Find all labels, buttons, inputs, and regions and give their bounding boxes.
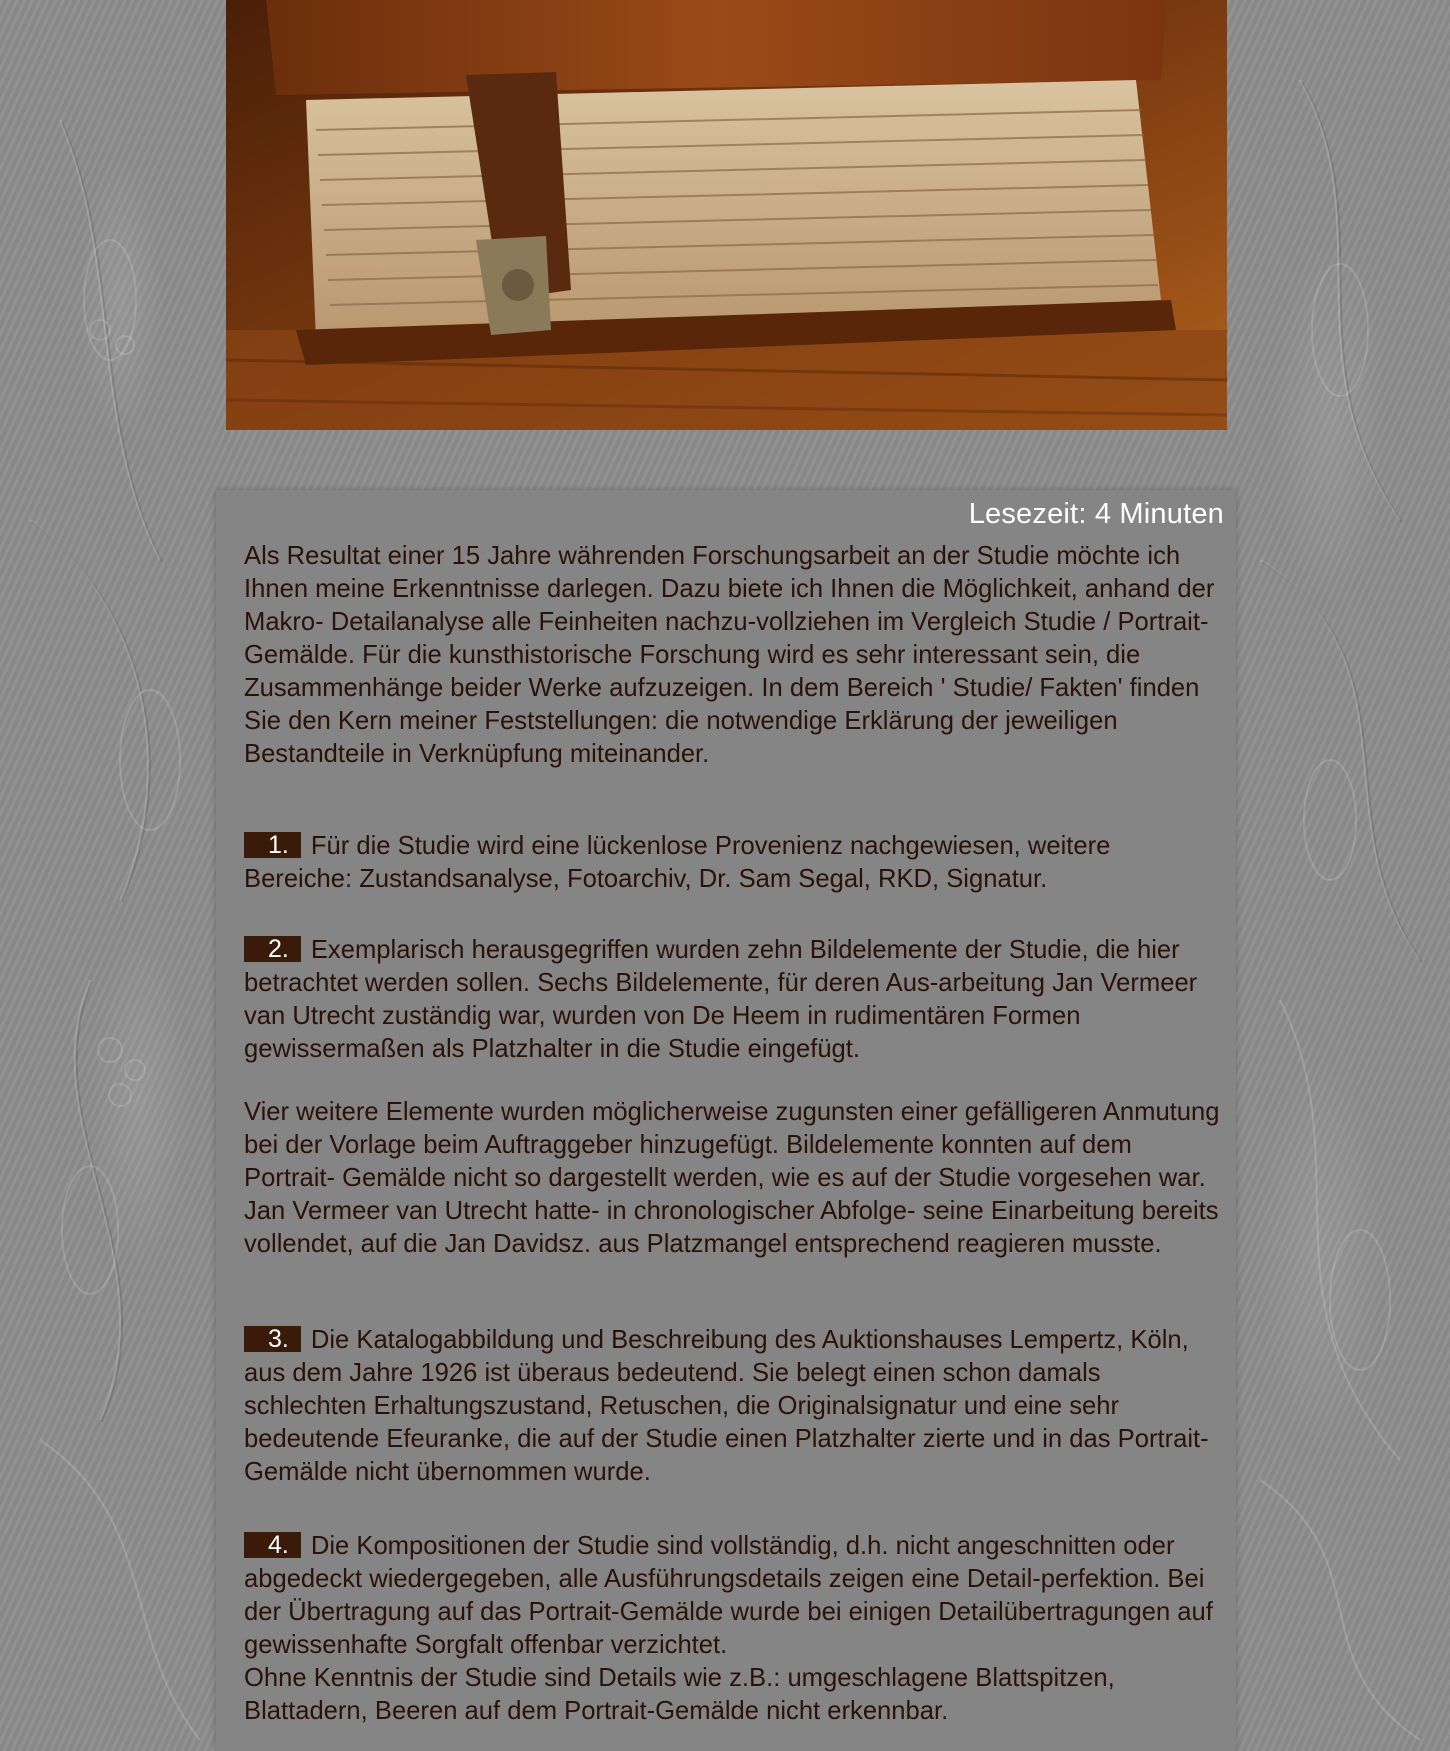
point-2-continuation: Vier weitere Elemente wurden möglicherweise zugunsten einer gefälligeren Anmutung bei der Vorlage beim Auftraggeber hinzugefügt. Bildelemente konnten auf dem Portrait- Gemälde nicht so dargestellt werden, wie es auf der Studie vorgesehen war. Jan Vermeer van Utrecht hatte- in chronologischer Abfolge- seine Einarbeitung bereits vollendet, auf die Jan Davidsz. aus Platzmangel entsprechend reagieren musste. <box>244 1098 1220 1258</box>
article-panel <box>216 490 1236 1751</box>
point-number-badge: 1. <box>244 832 301 858</box>
header-book-photo <box>226 0 1227 430</box>
point-2 <box>244 934 1224 1066</box>
point-3-text: Die Katalogabbildung und Beschreibung des Auktionshauses Lempertz, Köln, aus dem Jahre 1926 ist überaus bedeutend. Sie belegt einen schon damals schlechten Erhaltungszustand, Retuschen, die Originalsignatur und eine sehr bedeutende Efeuranke, die auf der Studie einen Platzhalter zierte und in das Portrait-Gemälde nicht übernommen wurde. <box>244 1326 1209 1486</box>
intro-paragraph: Als Resultat einer 15 Jahre währenden Forschungsarbeit an der Studie möchte ich Ihnen meine Erkenntnisse darlegen. Dazu biete ich Ihnen die Möglichkeit, anhand der Makro- Detailanalyse alle Feinheiten nachzu-vollziehen im Vergleich Studie / Portrait-Gemälde. Für die kunsthistorische Forschung wird es sehr interessant sein, die Zusammenhänge beider Werke aufzuzeigen. In dem Bereich ' Studie/ Fakten' finden Sie den Kern meiner Feststellungen: die notwendige Erklärung der jeweiligen Bestandteile in Verknüpfung miteinander. <box>244 542 1215 768</box>
point-2-text: Exemplarisch herausgegriffen wurden zehn Bildelemente der Studie, die hier betrachtet werden sollen. Sechs Bildelemente, für deren Aus-arbeitung Jan Vermeer van Utrecht zuständig war, wurden von De Heem in rudimentären Formen gewissermaßen als Platzhalter in die Studie eingefügt. <box>244 936 1198 1063</box>
point-number-badge: 2. <box>244 936 301 962</box>
point-number-badge: 4. <box>244 1532 301 1558</box>
point-1-text: Für die Studie wird eine lückenlose Provenienz nachgewiesen, weitere Bereiche: Zustandsanalyse, Fotoarchiv, Dr. Sam Segal, RKD, Signatur. <box>244 832 1111 893</box>
reading-time: Lesezeit: 4 Minuten <box>968 498 1224 530</box>
point-1 <box>244 830 1224 896</box>
point-3 <box>244 1324 1224 1489</box>
point-4 <box>244 1530 1224 1662</box>
point-4-text: Die Kompositionen der Studie sind vollständig, d.h. nicht angeschnitten oder abgedeckt wiedergegeben, alle Ausführungsdetails zeigen eine Detail-perfektion. Bei der Übertragung auf das Portrait-Gemälde wurde bei einigen Detailübertragungen auf gewissenhafte Sorgfalt offenbar verzichtet. <box>244 1532 1213 1659</box>
point-4-continuation: Ohne Kenntnis der Studie sind Details wie z.B.: umgeschlagene Blattspitzen, Blattadern, Beeren auf dem Portrait-Gemälde nicht erkennbar. <box>244 1664 1115 1725</box>
old-book-photo-icon <box>226 0 1227 430</box>
point-number-badge: 3. <box>244 1326 301 1352</box>
